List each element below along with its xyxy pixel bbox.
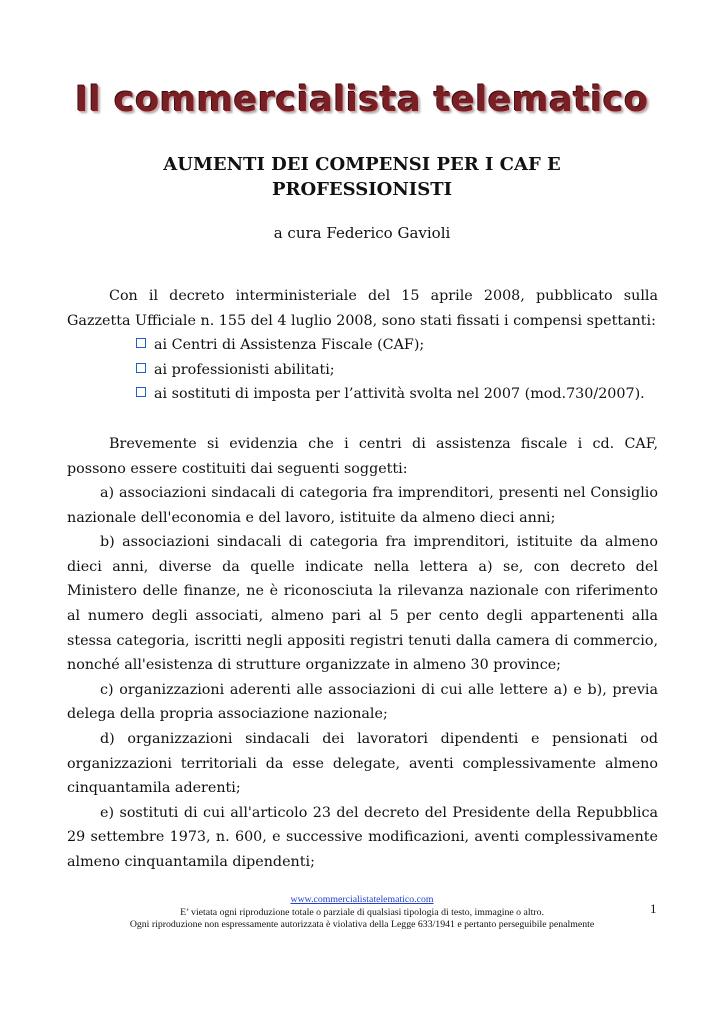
checkbox-bullet-icon	[136, 387, 146, 397]
bullet-item: ai professionisti abilitati;	[136, 358, 645, 383]
list-item-d: d) organizzazioni sindacali dei lavoratori dipendenti e pensionati od organizzazioni territoriali da esse delegate, aventi complessivamente almeno cinquantamila aderenti;	[67, 730, 658, 797]
list-item-c: c) organizzazioni aderenti alle associazioni di cui alle lettere a) e b), previa delega della propria associazione nazionale;	[67, 681, 658, 723]
checkbox-bullet-icon	[136, 363, 146, 373]
bullet-list	[136, 333, 645, 407]
author-byline: a cura Federico Gavioli	[273, 224, 451, 242]
footer-disclaimer-2: Ogni riproduzione non espressamente autorizzata è violativa della Legge 633/1941 e pertanto perseguibile penalmente	[129, 919, 595, 930]
bullet-item: ai Centri di Assistenza Fiscale (CAF);	[136, 333, 645, 358]
title-line-1: AUMENTI DEI COMPENSI PER I CAF E	[163, 154, 561, 175]
checkbox-bullet-icon	[136, 338, 146, 348]
intro-paragraph: Con il decreto interministeriale del 15 aprile 2008, pubblicato sulla Gazzetta Ufficiale n. 155 del 4 luglio 2008, sono stati fissati i compensi spettanti:	[67, 288, 658, 329]
list-item-a: a) associazioni sindacali di categoria fra imprenditori, presenti nel Consiglio nazionale dell'economia e del lavoro, istituite da almeno dieci anni;	[67, 485, 658, 526]
list-item-e: e) sostituti di cui all'articolo 23 del decreto del Presidente della Repubblica 29 settembre 1973, n. 600, e successive modificazioni, aventi complessivamente almeno cinquantamila dipendenti;	[67, 804, 658, 870]
site-logo: Il commercialista telematico	[75, 80, 649, 120]
page-number: 1	[650, 901, 657, 916]
brevemente-paragraph: Brevemente si evidenzia che i centri di assistenza fiscale i cd. CAF, possono essere costituiti dai seguenti soggetti:	[67, 436, 658, 477]
soggetti-list	[67, 481, 658, 875]
footer-disclaimer-1: E’ vietata ogni riproduzione totale o parziale di qualsiasi tipologia di testo, immagine o altro.	[180, 906, 544, 918]
footer-link[interactable]: www.commercialistatelematico.com	[290, 894, 434, 905]
page-footer	[0, 894, 724, 932]
bullet-item: ai sostituti di imposta per l’attività svolta nel 2007 (mod.730/2007).	[136, 382, 645, 407]
title-line-2: PROFESSIONISTI	[271, 179, 453, 200]
page-title	[0, 152, 724, 202]
list-item-b: b) associazioni sindacali di categoria fra imprenditori, istituite da almeno dieci anni, diverse da quelle indicate nella lettera a) se, con decreto del Ministero delle finanze, ne è riconosciuta la rilevanza nazionale con riferimento al numero degli associati, almeno pari al 5 per cento degli appartenenti alla stessa categoria, iscritti negli appositi registri tenuti dalla camera di commercio, nonché all'esistenza di strutture organizzate in almeno 30 province;	[67, 534, 658, 674]
